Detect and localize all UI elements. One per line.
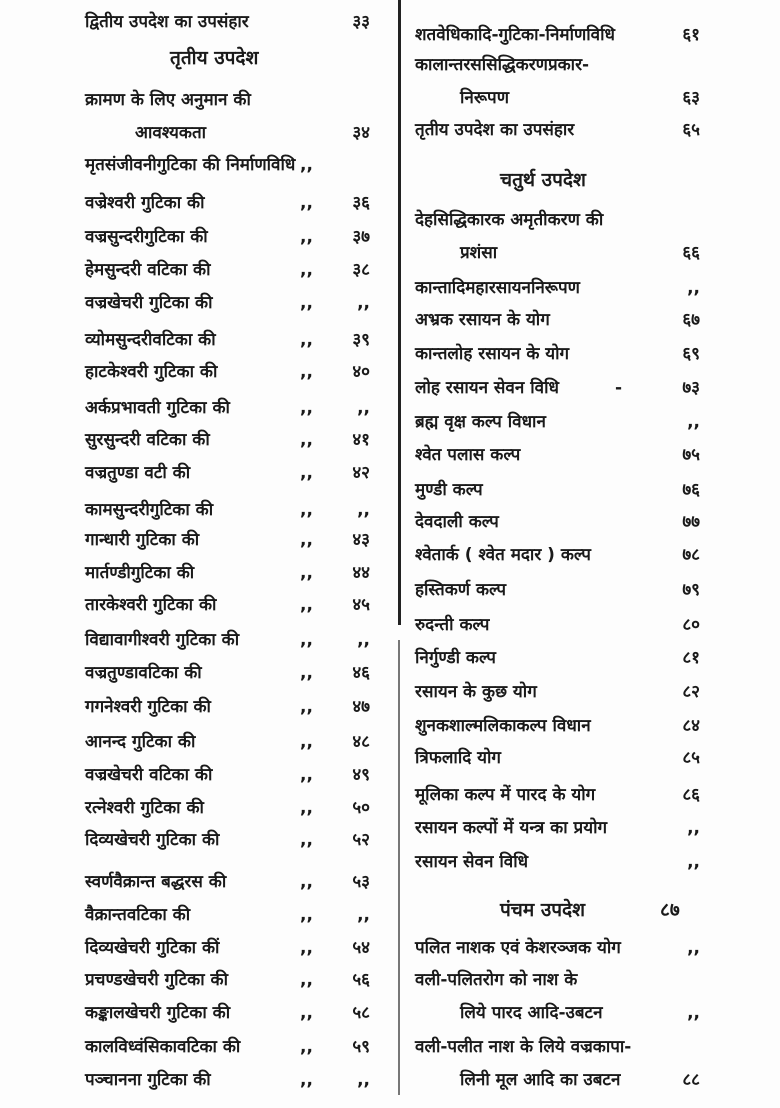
entry-page-number: ७५ bbox=[682, 445, 700, 465]
entry-title: रसायन कल्पों में यन्त्र का प्रयोग bbox=[415, 818, 608, 838]
entry-page-number: ३३ bbox=[352, 12, 370, 32]
toc-entry bbox=[85, 188, 370, 218]
entry-page-number: ७३ bbox=[682, 378, 700, 398]
ditto-mark: - bbox=[615, 378, 623, 398]
ditto-mark: ,, bbox=[300, 1037, 313, 1057]
toc-entry bbox=[415, 50, 700, 80]
section-heading: चतुर्थ उपदेश bbox=[500, 169, 586, 191]
entry-page-number: ५६ bbox=[352, 970, 370, 990]
toc-entry bbox=[415, 440, 700, 470]
entry-page-number: ८१ bbox=[682, 648, 700, 668]
toc-entry bbox=[415, 780, 700, 810]
ditto-mark: ,, bbox=[300, 938, 313, 958]
entry-page-number: ,, bbox=[357, 398, 370, 418]
entry-page-number: ५४ bbox=[352, 938, 370, 958]
ditto-mark: ,, bbox=[300, 872, 313, 892]
entry-title: कालविध्वंसिकावटिका की bbox=[85, 1037, 241, 1057]
toc-entry bbox=[135, 118, 370, 148]
toc-entry bbox=[85, 590, 370, 620]
entry-title: दिव्यखेचरी गुटिका कीं bbox=[85, 938, 220, 958]
entry-page-number: ३६ bbox=[352, 193, 370, 213]
toc-entry bbox=[415, 813, 700, 843]
entry-title: त्रिफलादि योग bbox=[415, 748, 502, 768]
entry-title: रसायन के कुछ योग bbox=[415, 682, 537, 702]
toc-entry bbox=[415, 933, 700, 963]
ditto-mark: ,, bbox=[300, 398, 313, 418]
entry-page-number: ७९ bbox=[682, 580, 700, 600]
toc-entry bbox=[85, 458, 370, 488]
ditto-mark: ,, bbox=[300, 630, 313, 650]
entry-title: शुनकशाल्मलिकाकल्प विधान bbox=[415, 716, 591, 736]
entry-title: निरूपण bbox=[460, 88, 509, 108]
toc-entry bbox=[415, 743, 700, 773]
toc-entry bbox=[415, 507, 700, 537]
entry-title: कामसुन्दरीगुटिका की bbox=[85, 500, 214, 520]
toc-entry bbox=[460, 238, 700, 268]
entry-page-number: ६९ bbox=[682, 344, 700, 364]
entry-page-number: ४८ bbox=[352, 732, 370, 752]
entry-title: हस्तिकर्ण कल्प bbox=[415, 580, 507, 600]
entry-title: हाटकेश्वरी गुटिका की bbox=[85, 362, 218, 382]
ditto-mark: ,, bbox=[300, 330, 313, 350]
toc-entry bbox=[85, 325, 370, 355]
entry-page-number: ,, bbox=[687, 278, 700, 298]
column-divider bbox=[398, 0, 401, 625]
toc-entry bbox=[85, 1065, 370, 1095]
toc-entry bbox=[415, 540, 700, 570]
entry-title: पञ्चानना गुटिका की bbox=[85, 1070, 211, 1090]
toc-entry bbox=[85, 793, 370, 823]
toc-entry bbox=[415, 373, 700, 403]
entry-title: लोह रसायन सेवन विधि bbox=[415, 378, 559, 398]
entry-title: मार्तण्डीगुटिका की bbox=[85, 563, 195, 583]
entry-title: वज्रखेचरी गुटिका की bbox=[85, 293, 213, 313]
entry-title: हेमसुन्दरी वटिका की bbox=[85, 260, 211, 280]
ditto-mark: ,, bbox=[300, 595, 313, 615]
ditto-mark: ,, bbox=[300, 970, 313, 990]
toc-entry bbox=[85, 150, 370, 180]
toc-entry bbox=[415, 643, 700, 673]
entry-page-number: ,, bbox=[687, 412, 700, 432]
entry-title: ब्रह्म वृक्ष कल्प विधान bbox=[415, 412, 546, 432]
toc-entry bbox=[85, 965, 370, 995]
entry-page-number: ४० bbox=[352, 362, 370, 382]
entry-page-number: ८५ bbox=[682, 748, 700, 768]
entry-title: मूलिका कल्प में पारद के योग bbox=[415, 785, 596, 805]
entry-page-number: ४६ bbox=[352, 663, 370, 683]
entry-title: कान्तलोह रसायन के योग bbox=[415, 344, 570, 364]
entry-title: लिनी मूल आदि का उबटन bbox=[460, 1070, 621, 1090]
entry-title: रत्नेश्वरी गुटिका की bbox=[85, 798, 204, 818]
toc-entry bbox=[85, 495, 370, 525]
ditto-mark: ,, bbox=[300, 155, 313, 175]
toc-entry bbox=[415, 273, 700, 303]
toc-entry bbox=[85, 7, 370, 37]
ditto-mark: ,, bbox=[300, 500, 313, 520]
entry-title: कालान्तरससिद्धिकरणप्रकार- bbox=[415, 55, 590, 75]
entry-page-number: ५८ bbox=[352, 1003, 370, 1023]
toc-entry bbox=[415, 205, 700, 235]
toc-entry bbox=[85, 998, 370, 1028]
toc-entry bbox=[415, 677, 700, 707]
entry-title: मुण्डी कल्प bbox=[415, 480, 483, 500]
entry-title: गान्धारी गुटिका की bbox=[85, 530, 200, 550]
toc-entry bbox=[85, 1032, 370, 1062]
entry-page-number: ४१ bbox=[352, 430, 370, 450]
section-page-number: ८७ bbox=[660, 899, 680, 921]
ditto-mark: ,, bbox=[300, 293, 313, 313]
entry-page-number: ,, bbox=[687, 1003, 700, 1023]
entry-title: देहसिद्धिकारक अमृतीकरण की bbox=[415, 210, 604, 230]
entry-title: अभ्रक रसायन के योग bbox=[415, 310, 550, 330]
toc-entry bbox=[85, 425, 370, 455]
entry-title: प्रचण्डखेचरी गुटिका की bbox=[85, 970, 228, 990]
entry-page-number: ३४ bbox=[352, 123, 370, 143]
entry-page-number: ४२ bbox=[352, 463, 370, 483]
entry-page-number: ८० bbox=[682, 615, 700, 635]
entry-page-number: ५३ bbox=[352, 872, 370, 892]
ditto-mark: ,, bbox=[300, 663, 313, 683]
entry-title: आवश्यकता bbox=[135, 123, 207, 143]
entry-title: आनन्द गुटिका की bbox=[85, 732, 196, 752]
entry-page-number: ,, bbox=[357, 905, 370, 925]
entry-title: लिये पारद आदि-उबटन bbox=[460, 1003, 603, 1023]
entry-title: रुदन्ती कल्प bbox=[415, 615, 490, 635]
entry-title: द्वितीय उपदेश का उपसंहार bbox=[85, 12, 249, 32]
entry-page-number: ६७ bbox=[682, 310, 700, 330]
toc-entry bbox=[415, 575, 700, 605]
entry-title: पलित नाशक एवं केशरञ्जक योग bbox=[415, 938, 621, 958]
toc-entry bbox=[85, 357, 370, 387]
entry-title: स्वर्णवैक्रान्त बद्धरस की bbox=[85, 872, 227, 892]
entry-page-number: ६१ bbox=[682, 25, 700, 45]
ditto-mark: ,, bbox=[300, 362, 313, 382]
entry-title: वली-पलीत नाश के लिये वज्रकापा- bbox=[415, 1037, 632, 1057]
toc-entry bbox=[415, 305, 700, 335]
toc-entry bbox=[415, 711, 700, 741]
entry-page-number: ६३ bbox=[682, 88, 700, 108]
entry-page-number: ,, bbox=[357, 293, 370, 313]
toc-entry bbox=[85, 625, 370, 655]
section-heading: तृतीय उपदेश bbox=[170, 47, 259, 69]
toc-entry bbox=[85, 760, 370, 790]
entry-title: सुरसुन्दरी वटिका की bbox=[85, 430, 210, 450]
entry-title: वज्रतुण्डावटिका की bbox=[85, 663, 202, 683]
ditto-mark: ,, bbox=[300, 260, 313, 280]
entry-page-number: ४३ bbox=[352, 530, 370, 550]
ditto-mark: ,, bbox=[300, 732, 313, 752]
entry-title: वज्रखेचरी वटिका की bbox=[85, 765, 213, 785]
ditto-mark: ,, bbox=[300, 1003, 313, 1023]
entry-page-number: ,, bbox=[357, 1070, 370, 1090]
entry-page-number: ७६ bbox=[682, 480, 700, 500]
entry-title: तारकेश्वरी गुटिका की bbox=[85, 595, 217, 615]
toc-entry bbox=[85, 255, 370, 285]
toc-entry bbox=[415, 847, 700, 877]
entry-page-number: ८२ bbox=[682, 682, 700, 702]
entry-page-number: ४९ bbox=[352, 765, 370, 785]
ditto-mark: ,, bbox=[300, 530, 313, 550]
entry-page-number: ४४ bbox=[352, 563, 370, 583]
entry-page-number: ८८ bbox=[682, 1070, 700, 1090]
entry-page-number: ६६ bbox=[682, 243, 700, 263]
entry-page-number: ७८ bbox=[682, 545, 700, 565]
entry-title: गगनेश्वरी गुटिका की bbox=[85, 697, 211, 717]
entry-page-number: ५२ bbox=[352, 830, 370, 850]
toc-entry bbox=[415, 965, 700, 995]
entry-title: विद्यावागीश्वरी गुटिका की bbox=[85, 630, 240, 650]
toc-entry bbox=[85, 900, 370, 930]
entry-title: देवदाली कल्प bbox=[415, 512, 499, 532]
ditto-mark: ,, bbox=[300, 905, 313, 925]
toc-entry bbox=[415, 339, 700, 369]
toc-entry bbox=[85, 222, 370, 252]
toc-entry bbox=[85, 658, 370, 688]
toc-entry bbox=[415, 407, 700, 437]
entry-title: वली-पलितरोग को नाश के bbox=[415, 970, 578, 990]
entry-title: वज्रसुन्दरीगुटिका की bbox=[85, 227, 208, 247]
entry-page-number: ५९ bbox=[352, 1037, 370, 1057]
toc-entry bbox=[85, 558, 370, 588]
toc-entry bbox=[85, 867, 370, 897]
ditto-mark: ,, bbox=[300, 430, 313, 450]
entry-title: रसायन सेवन विधि bbox=[415, 852, 529, 872]
entry-page-number: ७७ bbox=[682, 512, 700, 532]
ditto-mark: ,, bbox=[300, 227, 313, 247]
entry-title: मृतसंजीवनीगुटिका की निर्माणविधि bbox=[85, 155, 296, 175]
entry-page-number: ४७ bbox=[352, 697, 370, 717]
ditto-mark: ,, bbox=[300, 563, 313, 583]
toc-entry bbox=[415, 115, 700, 145]
ditto-mark: ,, bbox=[300, 463, 313, 483]
entry-title: अर्कप्रभावती गुटिका की bbox=[85, 398, 230, 418]
entry-page-number: ५० bbox=[352, 798, 370, 818]
entry-page-number: ,, bbox=[357, 500, 370, 520]
toc-entry bbox=[85, 288, 370, 318]
entry-title: वैक्रान्तवटिका की bbox=[85, 905, 191, 925]
toc-entry bbox=[85, 727, 370, 757]
toc-entry bbox=[85, 393, 370, 423]
entry-page-number: ,, bbox=[687, 852, 700, 872]
toc-entry bbox=[460, 83, 700, 113]
entry-page-number: ३८ bbox=[352, 260, 370, 280]
entry-title: कान्तादिमहारसायननिरूपण bbox=[415, 278, 580, 298]
toc-entry bbox=[415, 1032, 700, 1062]
toc-entry bbox=[415, 475, 700, 505]
toc-entry bbox=[85, 525, 370, 555]
toc-entry bbox=[460, 998, 700, 1028]
ditto-mark: ,, bbox=[300, 798, 313, 818]
toc-entry bbox=[85, 825, 370, 855]
entry-title: शतवेधिकादि-गुटिका-निर्माणविधि bbox=[415, 25, 615, 45]
entry-page-number: ,, bbox=[687, 818, 700, 838]
ditto-mark: ,, bbox=[300, 1070, 313, 1090]
entry-page-number: ८४ bbox=[682, 716, 700, 736]
entry-title: श्वेत पलास कल्प bbox=[415, 445, 521, 465]
entry-title: कङ्कालखेचरी गुटिका की bbox=[85, 1003, 231, 1023]
ditto-mark: ,, bbox=[300, 830, 313, 850]
entry-title: श्वेतार्क ( श्वेत मदार ) कल्प bbox=[415, 545, 591, 565]
ditto-mark: ,, bbox=[300, 765, 313, 785]
entry-page-number: ,, bbox=[687, 938, 700, 958]
section-heading: पंचम उपदेश bbox=[500, 899, 586, 921]
entry-page-number: ,, bbox=[357, 630, 370, 650]
toc-entry bbox=[415, 20, 700, 50]
entry-title: वज्रतुण्डा वटी की bbox=[85, 463, 191, 483]
entry-page-number: ८६ bbox=[682, 785, 700, 805]
toc-entry bbox=[85, 692, 370, 722]
entry-page-number: ६५ bbox=[682, 120, 700, 140]
entry-title: वज्रेश्वरी गुटिका की bbox=[85, 193, 205, 213]
entry-title: क्रामण के लिए अनुमान की bbox=[85, 90, 251, 110]
entry-title: प्रशंसा bbox=[460, 243, 498, 263]
ditto-mark: ,, bbox=[300, 697, 313, 717]
entry-title: निर्गुण्डी कल्प bbox=[415, 648, 496, 668]
column-divider-lower bbox=[398, 640, 400, 1095]
toc-entry bbox=[415, 610, 700, 640]
toc-entry bbox=[85, 933, 370, 963]
toc-entry bbox=[460, 1065, 700, 1095]
toc-entry bbox=[85, 85, 370, 115]
entry-page-number: ३७ bbox=[352, 227, 370, 247]
entry-title: तृतीय उपदेश का उपसंहार bbox=[415, 120, 575, 140]
entry-title: दिव्यखेचरी गुटिका की bbox=[85, 830, 220, 850]
ditto-mark: ,, bbox=[300, 193, 313, 213]
entry-page-number: ३९ bbox=[352, 330, 370, 350]
entry-title: व्योमसुन्दरीवटिका की bbox=[85, 330, 216, 350]
entry-page-number: ४५ bbox=[352, 595, 370, 615]
